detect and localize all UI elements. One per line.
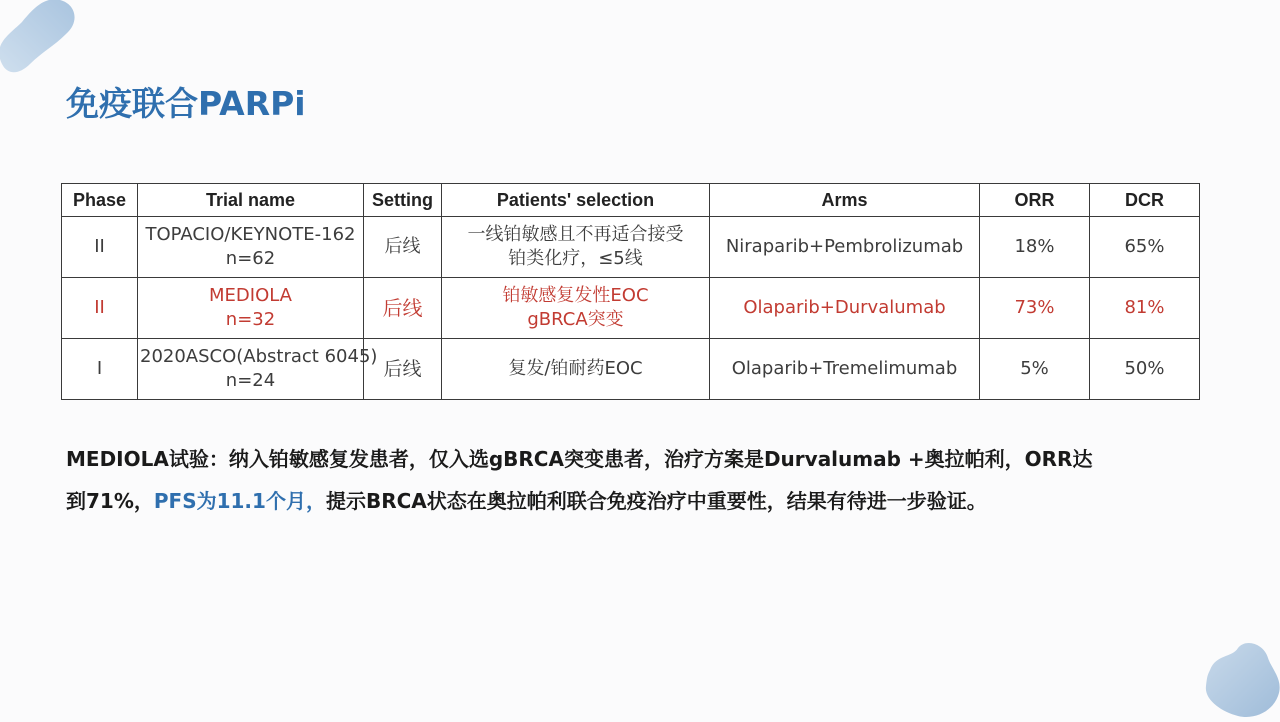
table-header-row xyxy=(62,184,1200,217)
cell-patients-selection xyxy=(442,217,710,278)
cell-phase: II xyxy=(62,217,138,278)
selection-line-1: 一线铂敏感且不再适合接受 xyxy=(467,224,684,245)
trial-name: MEDIOLA xyxy=(209,285,292,306)
cell-setting: 后线 xyxy=(364,339,442,400)
cell-arms: Niraparib+Pembrolizumab xyxy=(710,217,980,278)
header-arms: Arms xyxy=(710,184,980,217)
cell-trial-name xyxy=(138,339,378,400)
cell-phase: I xyxy=(62,339,138,400)
cell-orr: 73% xyxy=(980,278,1090,339)
cell-phase: II xyxy=(62,278,138,339)
cell-dcr: 50% xyxy=(1090,339,1200,400)
cell-setting: 后线 xyxy=(364,217,442,278)
header-phase: Phase xyxy=(62,184,138,217)
table-row-highlighted xyxy=(62,278,1200,339)
header-orr: ORR xyxy=(980,184,1090,217)
trial-n: n=32 xyxy=(225,309,276,330)
cell-patients-selection xyxy=(442,278,710,339)
cell-arms: Olaparib+Durvalumab xyxy=(710,278,980,339)
cell-dcr: 65% xyxy=(1090,217,1200,278)
cell-orr: 18% xyxy=(980,217,1090,278)
header-trial-name: Trial name xyxy=(138,184,364,217)
cell-trial-name xyxy=(138,278,364,339)
header-patients-selection: Patients' selection xyxy=(442,184,710,217)
selection-line-2: 铂类化疗，≤5线 xyxy=(508,248,643,269)
selection-line-1: 铂敏感复发性EOC xyxy=(502,285,649,306)
trial-name: 2020ASCO(Abstract 6045) xyxy=(140,346,378,367)
header-dcr: DCR xyxy=(1090,184,1200,217)
trial-name: TOPACIO/KEYNOTE-162 xyxy=(145,224,356,245)
summary-paragraph xyxy=(66,438,1246,522)
summary-line-1: MEDIOLA试验：纳入铂敏感复发患者，仅入选gBRCA突变患者，治疗方案是Durvalumab +奥拉帕利，ORR达 xyxy=(66,447,1093,471)
table-row xyxy=(62,339,1200,400)
cell-patients-selection: 复发/铂耐药EOC xyxy=(442,339,710,400)
decorative-blob-bottom-right xyxy=(1198,640,1280,722)
cell-trial-name xyxy=(138,217,364,278)
selection-line-2: gBRCA突变 xyxy=(527,309,624,330)
cell-orr: 5% xyxy=(980,339,1090,400)
cell-arms: Olaparib+Tremelimumab xyxy=(710,339,980,400)
cell-setting: 后线 xyxy=(364,278,442,339)
decorative-blob-top-left xyxy=(0,0,82,80)
summary-text: 提示BRCA状态在奥拉帕利联合免疫治疗中重要性，结果有待进一步验证。 xyxy=(325,489,987,513)
trial-n: n=24 xyxy=(225,370,276,391)
trials-table xyxy=(61,183,1200,400)
trial-n: n=62 xyxy=(225,248,276,269)
summary-text: 到71%， xyxy=(66,489,154,513)
table-row xyxy=(62,217,1200,278)
slide-title: 免疫联合PARPi xyxy=(66,84,306,123)
pfs-emphasis: PFS为11.1个月， xyxy=(153,489,326,513)
cell-dcr: 81% xyxy=(1090,278,1200,339)
header-setting: Setting xyxy=(364,184,442,217)
summary-line-2 xyxy=(66,480,1246,522)
